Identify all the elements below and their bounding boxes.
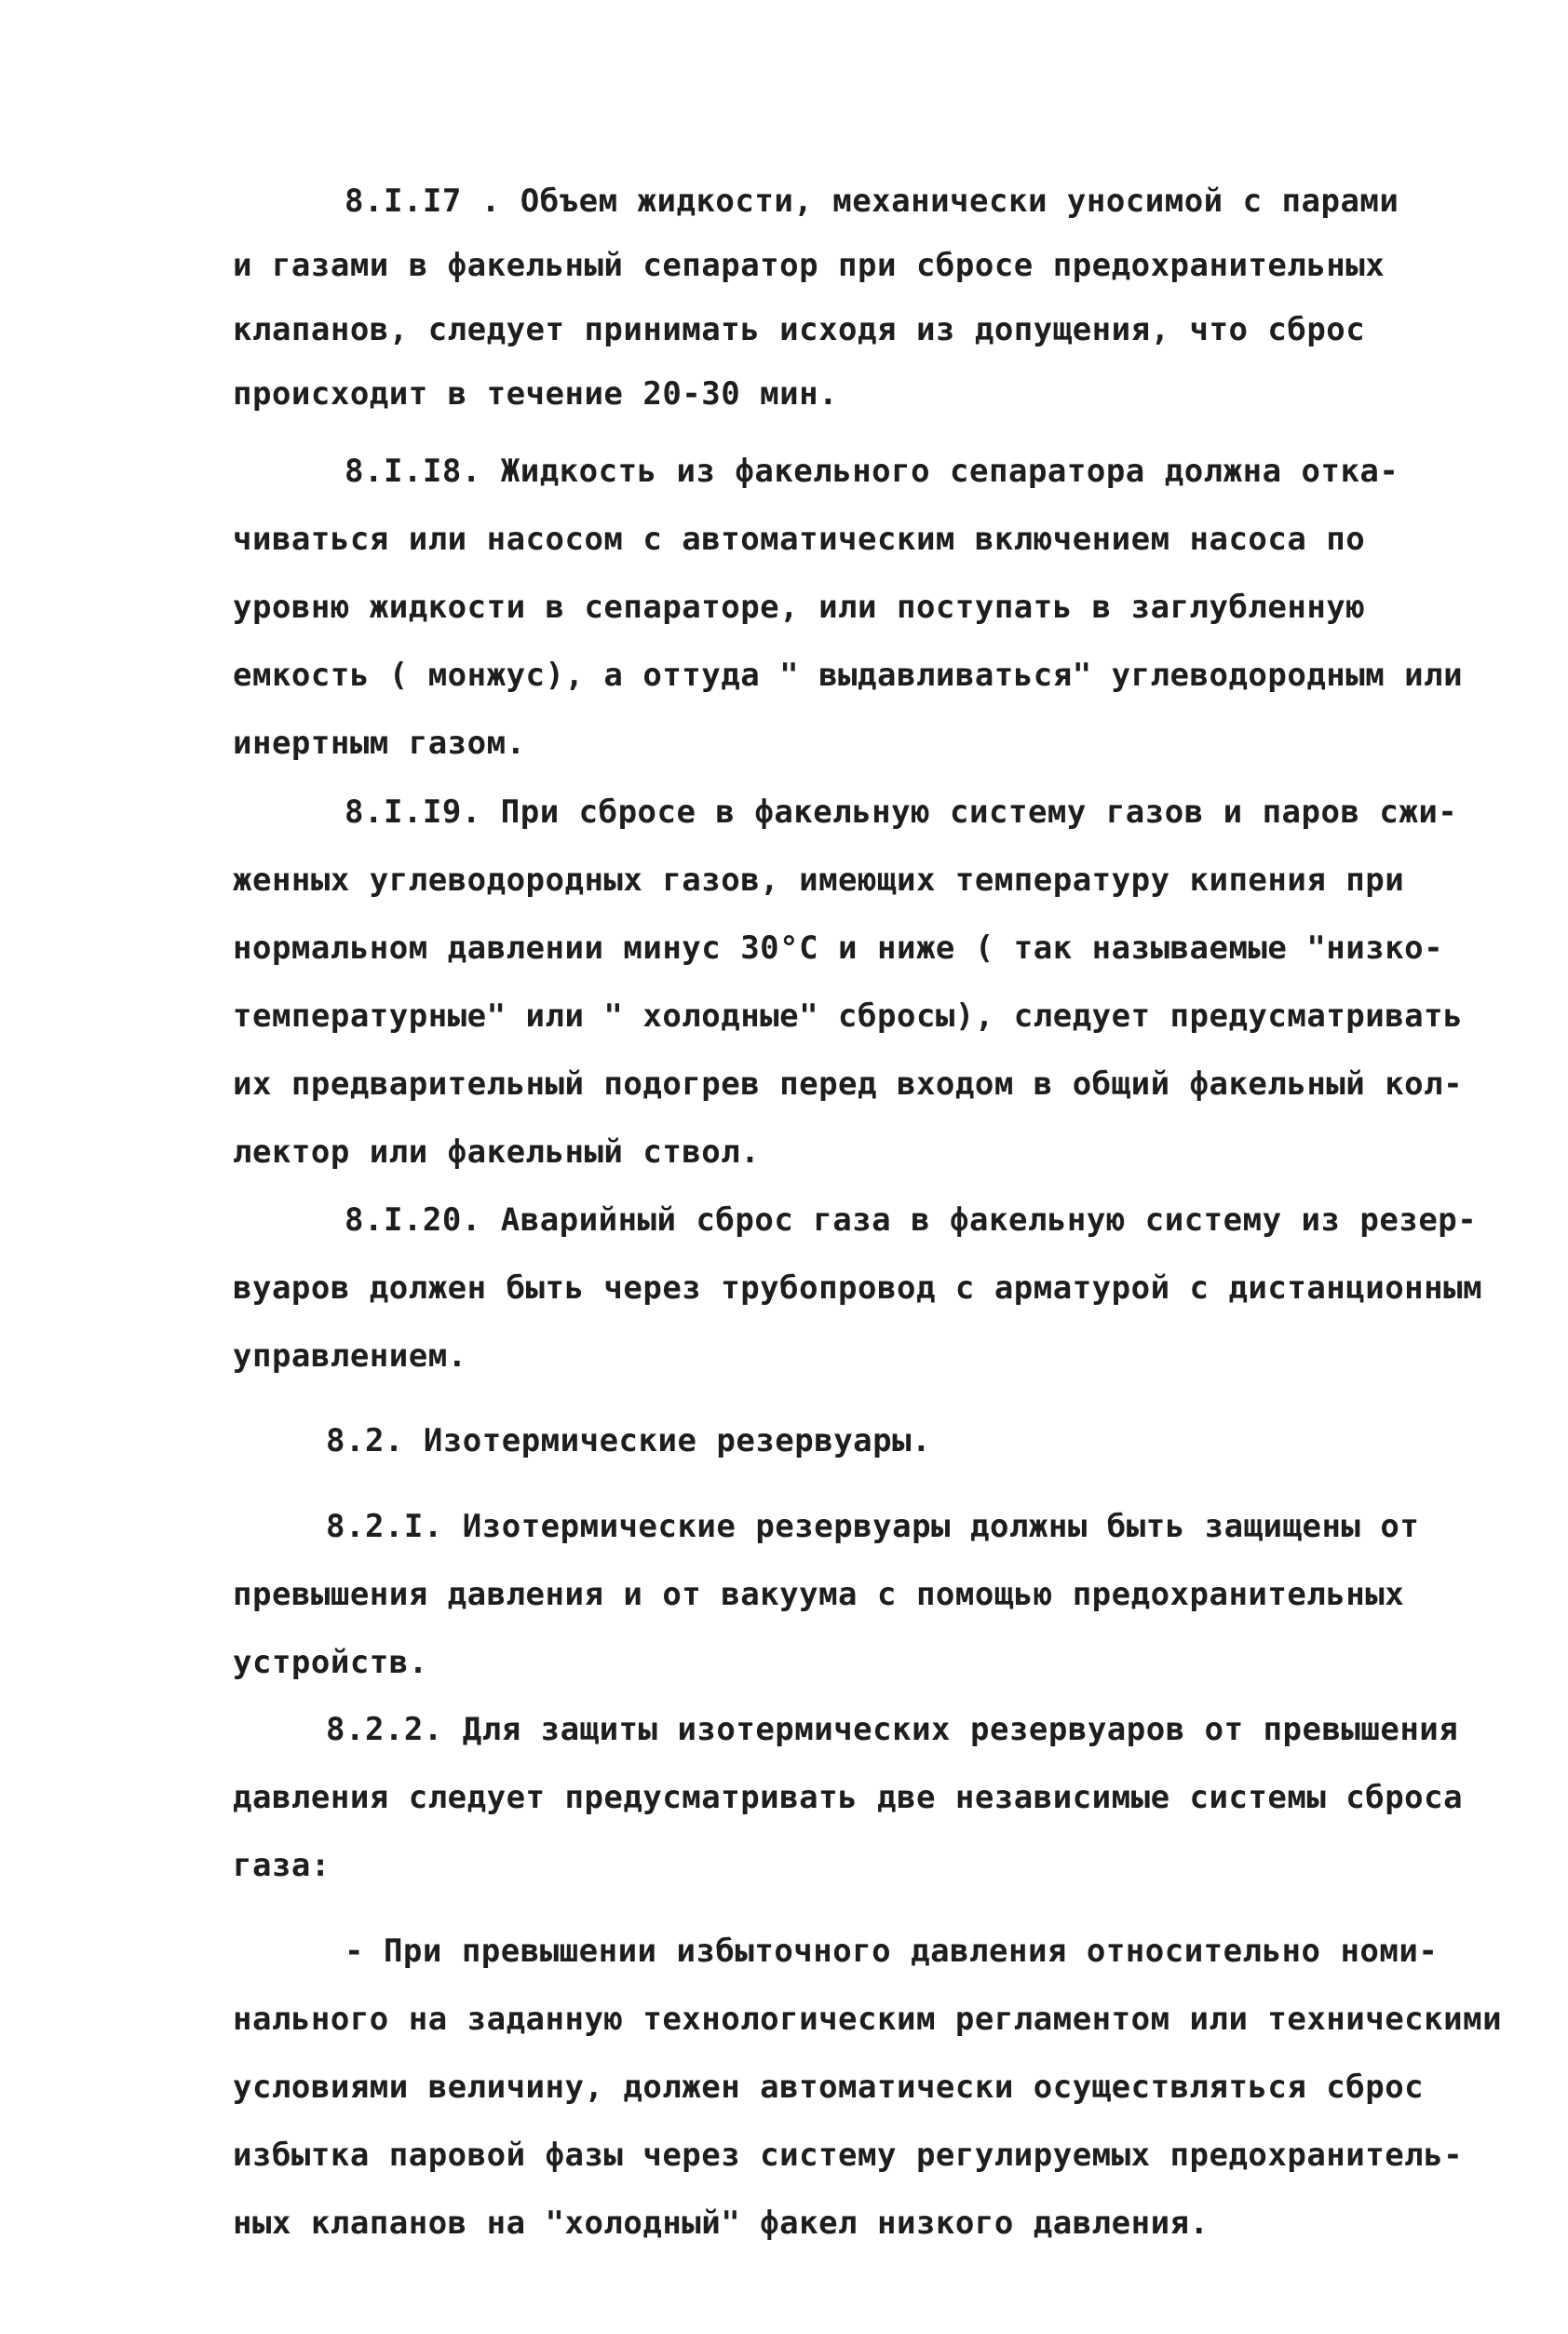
text-line: 8.2.2. Для защиты изотермических резервуаров от превышения — [326, 1711, 1459, 1748]
text-line: емкость ( монжус), а оттуда " выдавливаться" углеводородным или — [233, 657, 1464, 694]
text-line: управлением. — [233, 1337, 467, 1375]
text-line: - При превышении избыточного давления относительно номи- — [345, 1933, 1439, 1970]
text-line: происходит в течение 20-30 мин. — [233, 375, 839, 413]
section-heading-8-2: 8.2. Изотермические резервуары. — [326, 1422, 932, 1459]
text-line: устройств. — [233, 1644, 428, 1681]
text-line: чиваться или насосом с автоматическим включением насоса по — [233, 521, 1366, 558]
text-line: нального на заданную технологическим регламентом или техническими — [233, 2001, 1503, 2038]
text-line: 8.I.I9. При сбросе в факельную систему газов и паров сжи- — [345, 794, 1458, 831]
text-line: уровню жидкости в сепараторе, или поступать в заглубленную — [233, 589, 1366, 626]
text-line: давления следует предусматривать две независимые системы сброса — [233, 1779, 1464, 1816]
text-line: 8.I.I7 . Объем жидкости, механически уносимой с парами — [345, 183, 1399, 220]
text-line: клапанов, следует принимать исходя из допущения, что сброс — [233, 311, 1366, 348]
text-line: и газами в факельный сепаратор при сбросе предохранительных — [233, 247, 1386, 284]
text-line: лектор или факельный ствол. — [233, 1133, 761, 1171]
text-line: газа: — [233, 1847, 331, 1884]
text-line: избытка паровой фазы через систему регулируемых предохранитель- — [233, 2137, 1464, 2174]
text-line: инертным газом. — [233, 725, 526, 762]
text-line: их предварительный подогрев перед входом в общий факельный кол- — [233, 1065, 1464, 1103]
text-line: превышения давления и от вакуума с помощью предохранительных — [233, 1576, 1405, 1613]
text-line: 8.2.I. Изотермические резервуары должны быть защищены от — [326, 1508, 1420, 1545]
text-line: нормальном давлении минус 30°С и ниже ( так называемые "низко- — [233, 930, 1444, 967]
text-line: вуаров должен быть через трубопровод с арматурой с дистанционным — [233, 1269, 1483, 1307]
text-line: условиями величину, должен автоматически осуществляться сброс — [233, 2069, 1425, 2106]
text-line: температурные" или " холодные" сбросы), следует предусматривать — [233, 997, 1464, 1035]
text-line: 8.I.I8. Жидкость из факельного сепаратора должна отка- — [345, 453, 1399, 490]
text-line: 8.I.20. Аварийный сброс газа в факельную систему из резер- — [345, 1201, 1478, 1239]
text-line: ных клапанов на "холодный" факел низкого давления. — [233, 2205, 1210, 2242]
text-line: женных углеводородных газов, имеющих температуру кипения при — [233, 862, 1405, 899]
